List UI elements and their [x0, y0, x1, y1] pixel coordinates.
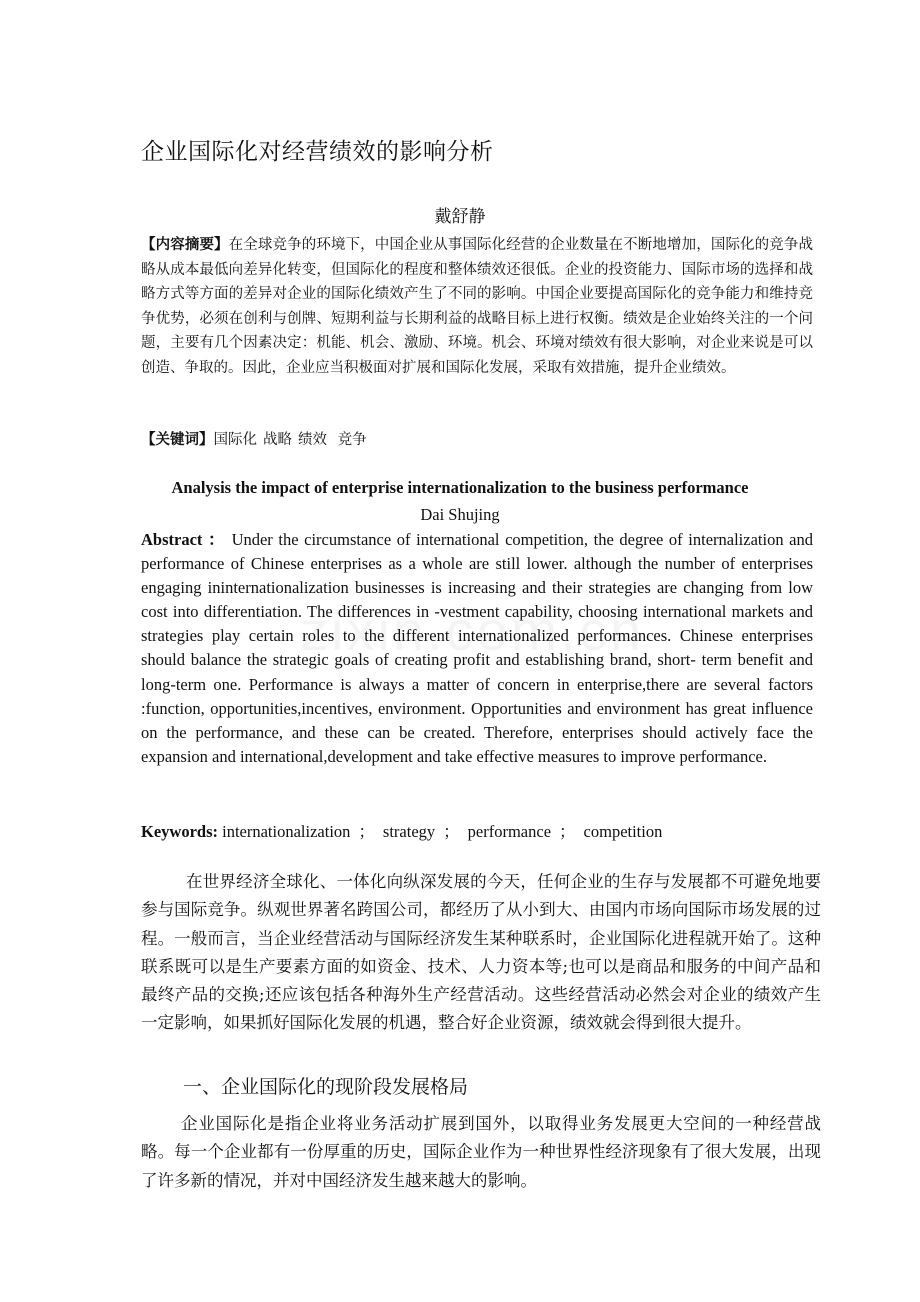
- keyword-cn: 竞争: [333, 432, 367, 448]
- body-paragraph-intro: 在世界经济全球化、一体化向纵深发展的今天，任何企业的生存与发展都不可避免地要参与国际竞争。纵观世界著名跨国公司，都经历了从小到大、由国内市场向国际市场发展的过程。一般而言，当企业经营活动与国际经济发生某种联系时，企业国际化进程就开始了。这种联系既可以是生产要素方面的如资金、技术、人力资本等;也可以是商品和服务的中间产品和最终产品的交换;还应该包括各种海外生产经营活动。这些经营活动必然会对企业的绩效产生一定影响，如果抓好国际化发展的机遇，整合好企业资源，绩效就会得到很大提升。: [141, 872, 821, 1033]
- keyword-en: strategy: [382, 822, 436, 841]
- keyword-separator: ；: [559, 822, 576, 841]
- abstract-cn: [141, 233, 813, 380]
- keyword-en: internationalization: [222, 822, 351, 841]
- keyword-en: performance: [467, 822, 552, 841]
- abstract-en-text: Under the circumstance of international competition, the degree of internalization and performance of Chinese enterprises as a whole are still lower. although the number of enterprises engaging ininternationalization businesses is increasing and their strategies are changing from low cost into differentiation. The differences in -vestment capability, choosing international markets and strategies play certain roles to the different internationalized performances. Chinese enterprises should balance the strategic goals of creating profit and establishing brand, short- term benefit and long-term one. Performance is always a matter of concern in enterprise,there are several factors :function, opportunities,incentives, environment. Opportunities and environment has great influence on the performance, and these can be created. Therefore, enterprises should actively face the expansion and international,development and take effective measures to improve performance.: [141, 530, 813, 766]
- keyword-en: competition: [583, 822, 663, 841]
- body-paragraph-section1: 企业国际化是指企业将业务活动扩展到国外，以取得业务发展更大空间的一种经营战略。每一个企业都有一份厚重的历史，国际企业作为一种世界性经济现象有了很大发展，出现了许多新的情况，并对中国经济发生越来越大的影响。: [141, 1114, 821, 1190]
- abstract-cn-text: 在全球竞争的环境下，中国企业从事国际化经营的企业数量在不断地增加，国际化的竞争战略从成本最低向差异化转变，但国际化的程度和整体绩效还很低。企业的投资能力、国际市场的选择和战略方式等方面的差异对企业的国际化绩效产生了不同的影响。中国企业要提高国际化的竞争能力和维持竞争优势，必须在创利与创牌、短期利益与长期利益的战略目标上进行权衡。绩效是企业始终关注的一个问题，主要有几个因素决定：机能、机会、激励、环境。机会、环境对绩效有很大影响，对企业来说是可以创造、争取的。因此，企业应当积极面对扩展和国际化发展，采取有效措施，提升企业绩效。: [141, 237, 814, 376]
- keywords-en: [141, 818, 813, 842]
- abstract-cn-label: 【内容摘要】: [141, 237, 229, 253]
- keywords-en-label: Keywords:: [141, 822, 218, 841]
- paper-title-en: Analysis the impact of enterprise internationalization to the business performance: [171, 478, 749, 497]
- keywords-cn: [141, 428, 813, 449]
- paper-title-cn: 企业国际化对经营绩效的影响分析: [141, 139, 494, 165]
- abstract-en-label: Abstract ：: [141, 530, 226, 549]
- keyword-cn: 国际化: [213, 432, 257, 448]
- keyword-separator: ；: [443, 822, 460, 841]
- keyword-separator: ；: [358, 822, 375, 841]
- author-cn: 戴舒静: [434, 207, 486, 227]
- keyword-cn: 战略: [263, 432, 292, 448]
- keyword-cn: 绩效: [298, 432, 327, 448]
- section-heading-1: 一、企业国际化的现阶段发展格局: [183, 1076, 469, 1098]
- keywords-cn-label: 【关键词】: [141, 432, 214, 448]
- abstract-en: [141, 528, 813, 769]
- author-en: Dai Shujing: [420, 505, 500, 524]
